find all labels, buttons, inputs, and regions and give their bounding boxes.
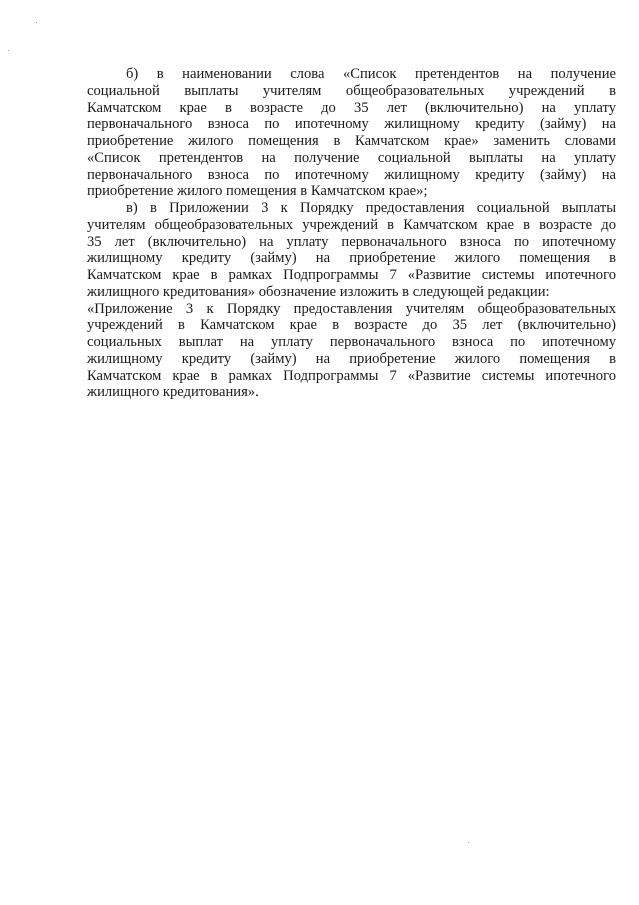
- text-line: «Список претендентов на получение социальной выплаты на уплату: [87, 149, 616, 166]
- text-line: Камчатском крае в рамках Подпрограммы 7 «Развитие системы ипотечного: [87, 367, 616, 384]
- scan-speck: [36, 22, 37, 23]
- text-line: «Приложение 3 к Порядку предоставления учителям общеобразовательных: [87, 300, 616, 317]
- text-line: в) в Приложении 3 к Порядку предоставления социальной выплаты: [126, 200, 616, 216]
- text-line: учителям общеобразовательных учреждений в Камчатском крае в возрасте до: [87, 216, 616, 233]
- scan-speck: [468, 842, 469, 843]
- text-line: Камчатском крае в возрасте до 35 лет (включительно) на уплату: [87, 99, 616, 116]
- text-line: жилищного кредитования».: [87, 384, 259, 401]
- text-line: жилищному кредиту (займу) на приобретение жилого помещения в: [87, 250, 616, 267]
- paragraph: [87, 66, 616, 200]
- text-line: приобретение жилого помещения в Камчатском крае»;: [87, 183, 428, 200]
- text-line: 35 лет (включительно) на уплату первоначального взноса по ипотечному: [87, 233, 616, 250]
- document-body: [87, 66, 616, 401]
- text-line: приобретение жилого помещения в Камчатском крае» заменить словами: [87, 133, 616, 149]
- scan-speck: [8, 50, 9, 51]
- paragraph: [87, 200, 616, 301]
- text-line: Камчатском крае в рамках Подпрограммы 7 «Развитие системы ипотечного: [87, 267, 616, 283]
- text-line: социальной выплаты учителям общеобразовательных учреждений в: [87, 82, 616, 99]
- text-line: первоначального взноса по ипотечному жилищному кредиту (займу) на: [87, 166, 616, 183]
- text-line: первоначального взноса по ипотечному жилищному кредиту (займу) на: [87, 116, 616, 133]
- paragraph: [87, 301, 616, 402]
- text-line: жилищного кредитования» обозначение изложить в следующей редакции:: [87, 283, 550, 300]
- text-line: б) в наименовании слова «Список претендентов на получение: [126, 66, 616, 82]
- text-line: жилищному кредиту (займу) на приобретение жилого помещения в: [87, 350, 616, 367]
- text-line: социальных выплат на уплату первоначального взноса по ипотечному: [87, 334, 616, 350]
- text-line: учреждений в Камчатском крае в возрасте до 35 лет (включительно): [87, 317, 616, 334]
